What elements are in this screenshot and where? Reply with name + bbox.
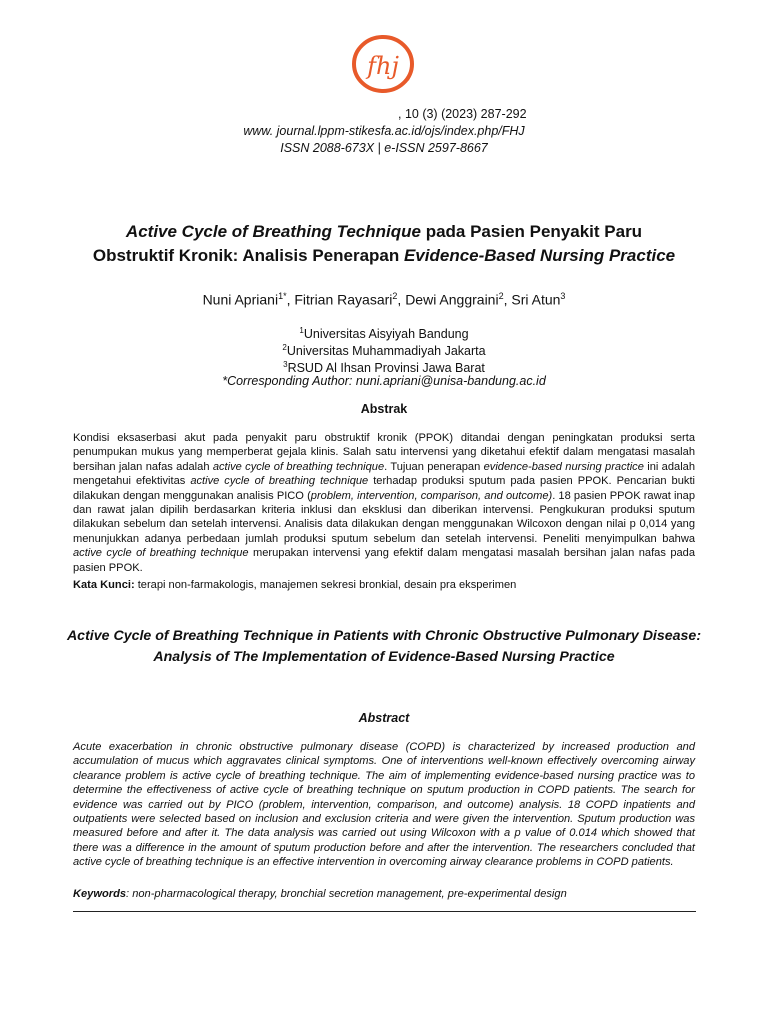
author-name: Nuni Apriani [202,291,279,308]
keywords-label: Keywords [73,888,127,900]
section-divider [73,911,696,912]
author-name: Dewi Anggraini [405,291,499,308]
kata-kunci-text: terapi non-farmakologis, manajemen sekresi bronkial, desain pra eksperimen [134,579,517,591]
journal-url: www. journal.lppm-stikesfa.ac.id/ojs/index.php/FHJ [243,124,525,138]
abstrak-text: Kondisi eksaserbasi akut pada penyakit paru obstruktif kronik (PPOK) ditandai dengan peningkatan produksi serta penumpukan mukus yang memperberat gejala klinis. Salah satu intervensi yang diketahui efektif dalam mengatasi masalah bersihan jalan nafas adalah [73,432,695,473]
abstract-body: Acute exacerbation in chronic obstructive pulmonary disease (COPD) is characterized by increased production and accumulation of mucus which aggravates clinical symptoms. One of interventions well-known effectively overcoming airway clearance problem is active cycle of breathing technique. The aim of implementing evidence-based nursing practice was to determine the effectiveness of active cycle of breathing technique on sputum production in COPD patients. The search for evidence was carried out by PICO (problem, intervention, comparison, and outcome) analysis. 18 COPD inpatients and outpatients were selected based on inclusion and exclusion criteria and were given the intervention. Sputum production was measured before and after it. The data analysis was carried out using Wilcoxon with a p value of 0.014 which showed that there was a difference in the amount of sputum production before and after the intervention. The researchers concluded that active cycle of breathing technique is an effective intervention in overcoming airway clearance problems in COPD patients. [73,741,695,869]
abstrak-text: terhadap produksi sputum pada pasien PPOK. Pencarian bukti dilakukan dengan menggunakan analisis PICO ( [73,475,695,502]
kata-kunci [73,578,695,592]
journal-logo [350,32,418,94]
author-list [0,291,768,308]
abstrak-heading: Abstrak [360,402,408,416]
author-affiliation-mark: 3 [560,291,566,301]
journal-volume: , 10 (3) (2023) 287-292 [398,107,527,121]
corresponding-author: *Corresponding Author: nuni.apriani@unisa-bandung.ac.id [222,374,546,388]
affiliation-mark: 3 [283,360,288,369]
svg-text:fhj: fhj [367,52,399,80]
author-name: Fitrian Rayasari [294,291,393,308]
abstrak-italic: active cycle of breathing technique [73,547,249,560]
affiliation-text: Universitas Muhammadiyah Jakarta [286,344,486,359]
abstrak-text: . Tujuan penerapan [384,460,484,473]
author-separator: , [503,291,512,308]
title-id-rest-1: pada Pasien Penyakit Paru [420,222,643,241]
abstrak-italic: problem, intervention, comparison, and outcome) [310,489,553,502]
paper-title-english: Active Cycle of Breathing Technique in Patients with Chronic Obstructive Pulmonary Disease: Analysis of The Implementation of Evidence-Based Nursing Practice [66,628,702,665]
abstrak-italic: evidence-based nursing practice [483,460,644,473]
abstrak-text: . 18 pasien PPOK rawat inap dan rawat jalan dipilih berdasarkan kriteria inklusi dan eksklusi dan diberikan intervensi. Pengkukuran produksi sputum dilakukan sebelum dan setelah intervensi. Analisis data dilakukan dengan menggunakan Wilcoxon dengan nilai p 0,014 yang menunjukkan adanya perbedaan jumlah produksi sputum sebelum dan setelah intervensi. Peneliti menyimpulkan bahwa [73,489,695,545]
abstrak-text: merupakan intervensi yang efektif dalam mengatasi masalah bersihan jalan nafas pada pasien PPOK. [73,547,695,574]
author-affiliation-mark: 2 [498,291,504,301]
author-name: Sri Atun [511,291,561,308]
journal-issn: ISSN 2088-673X | e-ISSN 2597-8667 [280,141,488,155]
abstrak-text: ini adalah mengetahui efektivitas [73,460,695,488]
keywords [73,887,695,901]
author-affiliation-mark: 1* [278,291,287,301]
author-separator: , [397,291,406,308]
affiliation-mark: 1 [299,326,304,335]
keywords-text: : non-pharmacological therapy, bronchial secretion management, pre-experimental design [126,888,567,900]
abstrak-italic: active cycle of breathing technique [190,475,369,488]
affiliation-text: RSUD Al Ihsan Provinsi Jawa Barat [287,361,485,376]
affiliation-mark: 2 [282,343,287,352]
title-id-plain-2: Obstruktif Kronik: Analisis Penerapan [92,246,404,265]
abstract-heading: Abstract [358,711,410,725]
author-separator: , [286,291,295,308]
abstrak-italic: active cycle of breathing technique [212,460,385,473]
author-affiliation-mark: 2 [392,291,398,301]
kata-kunci-label: Kata Kunci: [73,579,135,591]
abstrak-body [73,431,695,575]
affiliation-text: Universitas Aisyiyah Bandung [303,327,469,342]
journal-logo-icon [350,32,418,94]
title-id-italic-2: Evidence-Based Nursing Practice [403,246,676,265]
title-id-italic-1: Active Cycle of Breathing Technique [125,222,421,241]
paper-title-indonesian [60,220,708,268]
